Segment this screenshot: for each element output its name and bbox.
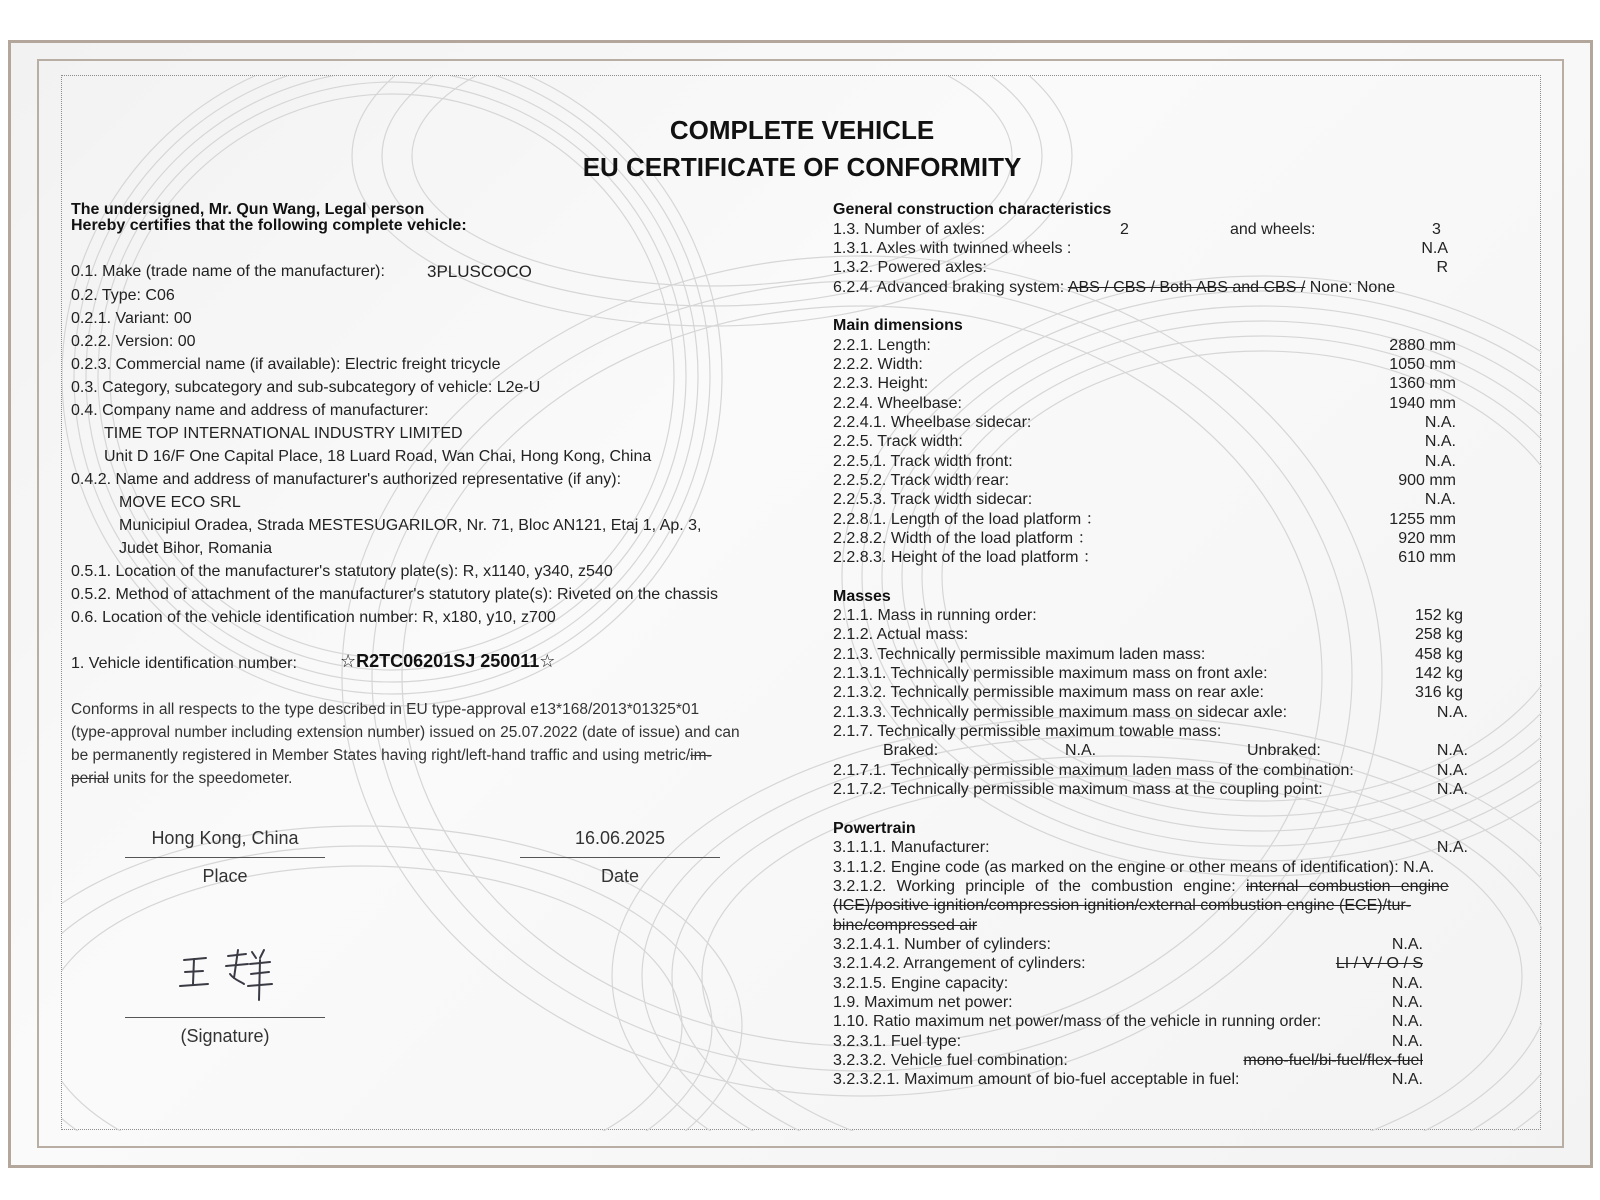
- twinned-wheels-value: N.A: [1421, 240, 1448, 257]
- coupling-mass-label: 2.1.7.2. Technically permissible maximum mass at the coupling point:: [833, 781, 1323, 798]
- fuel-type-value: N.A.: [1391, 1033, 1423, 1050]
- company-label: 0.4. Company name and address of manufacturer:: [71, 402, 429, 419]
- representative-label: 0.4.2. Name and address of manufacturer's authorized representative (if any):: [71, 471, 622, 488]
- fuel-combination-value: mono-fuel/bi-fuel/flex-fuel: [1243, 1052, 1423, 1069]
- mass-value: 258 kg: [1414, 626, 1463, 643]
- date-underline: [520, 857, 720, 858]
- dimension-label: 2.2.4. Wheelbase:: [833, 395, 962, 412]
- fuel-combination-label: 3.2.3.2. Vehicle fuel combination:: [833, 1052, 1068, 1069]
- conformity-line2: (type-approval number including extension number) issued on 25.07.2022 (date of issue) and can: [71, 724, 740, 741]
- date-value: 16.06.2025: [574, 828, 666, 848]
- unbraked-value: N.A.: [1436, 742, 1468, 759]
- dimension-value: N.A.: [1424, 453, 1456, 470]
- engine-manufacturer-label: 3.1.1.1. Manufacturer:: [833, 839, 990, 856]
- signature-underline: [125, 1017, 325, 1018]
- braked-value: N.A.: [1065, 742, 1097, 759]
- braked-label: Braked:: [883, 742, 939, 759]
- dimension-value: 900 mm: [1398, 472, 1456, 489]
- cylinders-label: 3.2.1.4.1. Number of cylinders:: [833, 936, 1051, 953]
- mass-value: N.A.: [1436, 704, 1468, 721]
- certificate-title-line1: COMPLETE VEHICLE: [669, 115, 935, 145]
- dimension-label: 2.2.5.1. Track width front:: [833, 453, 1013, 470]
- dimension-value: N.A.: [1424, 491, 1456, 508]
- cylinder-arrangement-value: LI / V / O / S: [1335, 955, 1423, 972]
- plate-location-field: 0.5.1. Location of the manufacturer's statutory plate(s): R, x1140, y340, z540: [71, 563, 613, 580]
- version-field: 0.2.2. Version: 00: [71, 333, 196, 350]
- certificate-inner-frame: [37, 59, 1564, 1148]
- biofuel-label: 3.2.3.2.1. Maximum amount of bio-fuel acceptable in fuel:: [833, 1071, 1240, 1088]
- representative-address-line1: Municipiul Oradea, Strada MESTESUGARILOR, Nr. 71, Bloc AN121, Etaj 1, Ap. 3,: [119, 517, 702, 534]
- type-field: 0.2. Type: C06: [71, 287, 175, 304]
- dimension-value: 610 mm: [1398, 549, 1456, 566]
- general-heading: General construction characteristics: [833, 201, 1112, 218]
- mass-label: 2.1.2. Actual mass:: [833, 626, 969, 643]
- mass-label: 2.1.3.3. Technically permissible maximum mass on sidecar axle:: [833, 704, 1288, 721]
- vin-label: 1. Vehicle identification number:: [71, 655, 297, 672]
- dimension-value: 1360 mm: [1389, 375, 1456, 392]
- mass-label: 2.1.3.1. Technically permissible maximum mass on front axle:: [833, 665, 1268, 682]
- certificate-dotted-border: [61, 75, 1541, 1130]
- representative-name: MOVE ECO SRL: [119, 494, 241, 511]
- date-label: Date: [600, 866, 640, 886]
- make-label: 0.1. Make (trade name of the manufacturer):: [71, 263, 385, 280]
- dimensions-heading: Main dimensions: [833, 317, 963, 334]
- powered-axles-label: 1.3.2. Powered axles:: [833, 259, 987, 276]
- axles-value: 2: [1120, 221, 1129, 238]
- working-principle-line3: bine/compressed air: [833, 917, 978, 934]
- dimension-label: 2.2.4.1. Wheelbase sidecar:: [833, 414, 1032, 431]
- certificate-outer-frame: [8, 40, 1593, 1168]
- dimension-label: 2.2.8.1. Length of the load platform ：: [833, 511, 1102, 528]
- dimension-value: N.A.: [1424, 414, 1456, 431]
- mass-value: 152 kg: [1414, 607, 1463, 624]
- working-principle-line2: (ICE)/positive ignition/compression ignition/external combustion engine (ECE)/tur-: [833, 897, 1412, 914]
- working-principle-line1: 3.2.1.2. Working principle of the combustion engine: internal combustion engine: [833, 878, 1449, 895]
- twinned-wheels-label: 1.3.1. Axles with twinned wheels :: [833, 240, 1072, 257]
- engine-capacity-label: 3.2.1.5. Engine capacity:: [833, 975, 1009, 992]
- dimension-value: 1255 mm: [1389, 511, 1456, 528]
- signature-label: (Signature): [180, 1026, 270, 1046]
- wheels-label: and wheels:: [1230, 221, 1316, 238]
- plate-method-field: 0.5.2. Method of attachment of the manufacturer's statutory plate(s): Riveted on the chassis: [71, 586, 718, 603]
- biofuel-value: N.A.: [1391, 1071, 1423, 1088]
- conformity-line3: be permanently registered in Member States having right/left-hand traffic and using metric/im-: [71, 747, 712, 764]
- unbraked-label: Unbraked:: [1247, 742, 1321, 759]
- conformity-line1: Conforms in all respects to the type described in EU type-approval e13*168/2013*01325*01: [71, 701, 700, 718]
- mass-label: 2.1.1. Mass in running order:: [833, 607, 1037, 624]
- towable-mass-label: 2.1.7. Technically permissible maximum towable mass:: [833, 723, 1222, 740]
- engine-code-field: 3.1.1.2. Engine code (as marked on the engine or other means of identification): N.A.: [833, 859, 1435, 876]
- fuel-type-label: 3.2.3.1. Fuel type:: [833, 1033, 962, 1050]
- intro-line1: The undersigned, Mr. Qun Wang, Legal person: [71, 201, 425, 218]
- commercial-name-field: 0.2.3. Commercial name (if available): Electric freight tricycle: [71, 356, 501, 373]
- cylinder-arrangement-label: 3.2.1.4.2. Arrangement of cylinders:: [833, 955, 1086, 972]
- certificate-title-line2: EU CERTIFICATE OF CONFORMITY: [582, 152, 1022, 182]
- dimension-label: 2.2.8.3. Height of the load platform ：: [833, 549, 1099, 566]
- handwritten-signature: [172, 944, 282, 1004]
- dimension-label: 2.2.2. Width:: [833, 356, 923, 373]
- max-power-label: 1.9. Maximum net power:: [833, 994, 1013, 1011]
- mass-value: 142 kg: [1414, 665, 1463, 682]
- category-field: 0.3. Category, subcategory and sub-subcategory of vehicle: L2e-U: [71, 379, 541, 396]
- powertrain-heading: Powertrain: [833, 820, 916, 837]
- combination-mass-label: 2.1.7.1. Technically permissible maximum laden mass of the combination:: [833, 762, 1354, 779]
- variant-field: 0.2.1. Variant: 00: [71, 310, 192, 327]
- dimension-value: 920 mm: [1398, 530, 1456, 547]
- power-ratio-value: N.A.: [1391, 1013, 1423, 1030]
- dimension-label: 2.2.5. Track width:: [833, 433, 963, 450]
- braking-system-field: 6.2.4. Advanced braking system: ABS / CBS / Both ABS and CBS / None: None: [833, 279, 1396, 296]
- max-power-value: N.A.: [1391, 994, 1423, 1011]
- power-ratio-label: 1.10. Ratio maximum net power/mass of the vehicle in running order:: [833, 1013, 1322, 1030]
- dimension-label: 2.2.8.2. Width of the load platform ：: [833, 530, 1094, 547]
- masses-heading: Masses: [833, 588, 891, 605]
- dimension-label: 2.2.5.3. Track width sidecar:: [833, 491, 1033, 508]
- dimension-value: 2880 mm: [1389, 337, 1456, 354]
- vin-value: ☆R2TC06201SJ 250011☆: [340, 651, 556, 671]
- mass-value: 316 kg: [1414, 684, 1463, 701]
- make-value: 3PLUSCOCO: [427, 262, 532, 281]
- representative-address-line2: Judet Bihor, Romania: [119, 540, 272, 557]
- company-address: Unit D 16/F One Capital Place, 18 Luard Road, Wan Chai, Hong Kong, China: [104, 448, 652, 465]
- dimension-label: 2.2.3. Height:: [833, 375, 929, 392]
- dimension-value: 1050 mm: [1389, 356, 1456, 373]
- combination-mass-value: N.A.: [1436, 762, 1468, 779]
- mass-label: 2.1.3.2. Technically permissible maximum mass on rear axle:: [833, 684, 1264, 701]
- engine-capacity-value: N.A.: [1391, 975, 1423, 992]
- axles-label: 1.3. Number of axles:: [833, 221, 986, 238]
- place-value: Hong Kong, China: [151, 828, 299, 848]
- conformity-line4: perial units for the speedometer.: [71, 770, 293, 787]
- company-name: TIME TOP INTERNATIONAL INDUSTRY LIMITED: [104, 425, 463, 442]
- dimension-label: 2.2.5.2. Track width rear:: [833, 472, 1010, 489]
- vin-location-field: 0.6. Location of the vehicle identification number: R, x180, y10, z700: [71, 609, 556, 626]
- mass-value: 458 kg: [1414, 646, 1463, 663]
- cylinders-value: N.A.: [1391, 936, 1423, 953]
- place-label: Place: [202, 866, 248, 886]
- place-underline: [125, 857, 325, 858]
- engine-manufacturer-value: N.A.: [1436, 839, 1468, 856]
- powered-axles-value: R: [1436, 259, 1448, 276]
- intro-line2: Hereby certifies that the following complete vehicle:: [71, 217, 467, 234]
- mass-label: 2.1.3. Technically permissible maximum laden mass:: [833, 646, 1206, 663]
- dimension-label: 2.2.1. Length:: [833, 337, 931, 354]
- coupling-mass-value: N.A.: [1436, 781, 1468, 798]
- wheels-value: 3: [1432, 221, 1441, 238]
- dimension-value: 1940 mm: [1389, 395, 1456, 412]
- dimension-value: N.A.: [1424, 433, 1456, 450]
